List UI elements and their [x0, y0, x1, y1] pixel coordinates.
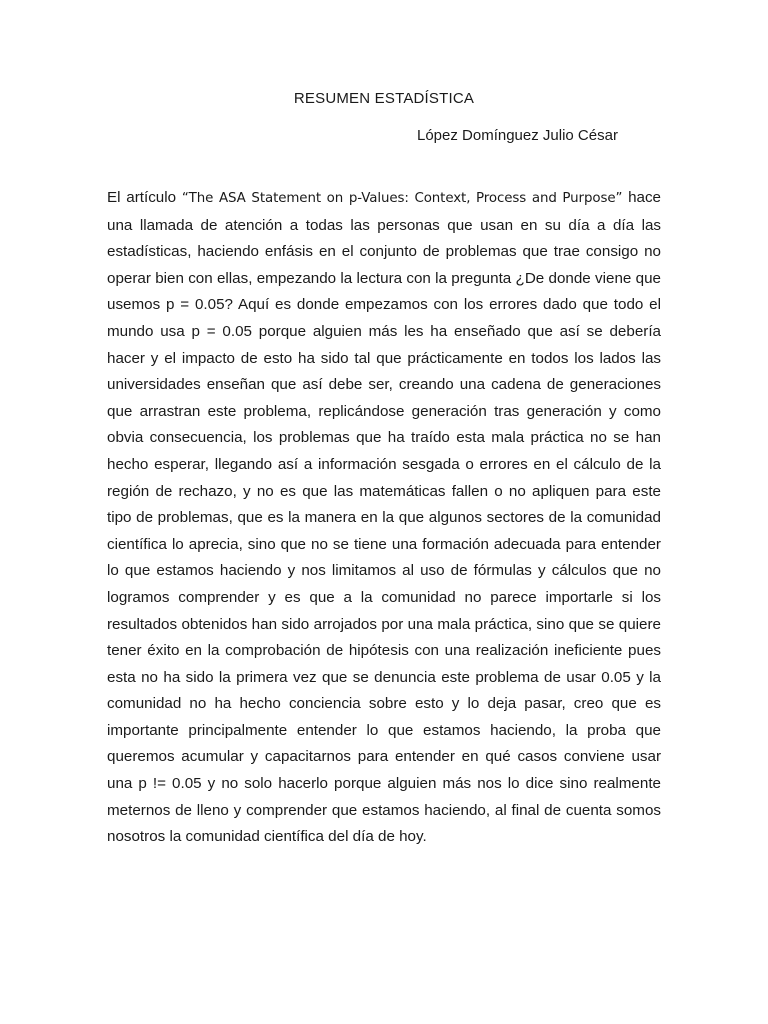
- paragraph-lead: El artículo: [107, 189, 182, 206]
- summary-paragraph: [107, 185, 661, 851]
- paragraph-text: hace una llamada de atención a todas las personas que usan en su día a día las estadísticas, haciendo enfásis en el conjunto de problemas que trae consigo no operar bien con ellas, empezando la lectura con la pregunta ¿De donde viene que usemos p = 0.05? Aquí es donde empezamos con los errores dado que todo el mundo usa p = 0.05 porque alguien más les ha enseñado que así se debería hacer y el impacto de esto ha sido tal que prácticamente en todos los lados las universidades enseñan que así debe ser, creando una cadena de generaciones que arrastran este problema, replicándose generación tras generación y como obvia consecuencia, los problemas que ha traído esta mala práctica no se han hecho esperar, llegando así a información sesgada o errores en el cálculo de la región de rechazo, y no es que las matemáticas fallen o no apliquen para este tipo de problemas, que es la manera en la que algunos sectores de la comunidad científica lo aprecia, sino que no se tiene una formación adecuada para entender lo que estamos haciendo y nos limitamos al uso de fórmulas y cálculos que no logramos comprender y es que a la comunidad no parece importarle si los resultados obtenidos han sido arrojados por una mala práctica, sino que se quiere tener éxito en la comprobación de hipótesis con una realización ineficiente pues esta no ha sido la primera vez que se denuncia este problema de usar 0.05 y la comunidad no ha hecho conciencia sobre esto y lo deja pasar, creo que es importante principalmente entender lo que estamos haciendo, la proba que queremos acumular y capacitarnos para entender en qué casos conviene usar una p != 0.05 y no solo hacerlo porque alguien más nos lo dice sino realmente meternos de lleno y comprender que estamos haciendo, al final de cuenta somos nosotros la comunidad científica del día de hoy.: [107, 189, 662, 846]
- document-title: RESUMEN ESTADÍSTICA: [293, 90, 475, 107]
- author-name: López Domínguez Julio César: [417, 127, 618, 144]
- article-title: “The ASA Statement on p-Values: Context, Process and Purpose”: [181, 191, 623, 206]
